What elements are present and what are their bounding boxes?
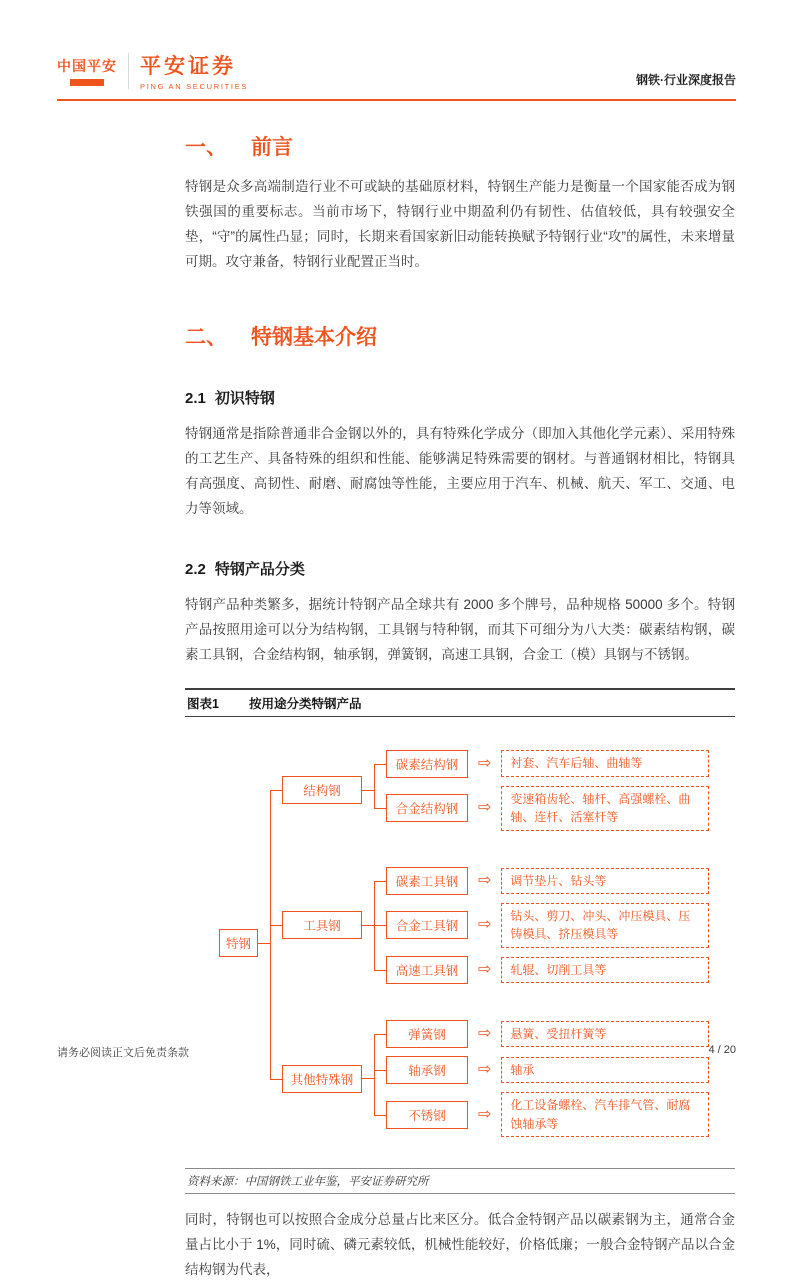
leaf-label: 高速工具钢	[386, 956, 468, 984]
figure-1-source: 资料来源：中国钢铁工业年鉴，平安证券研究所	[185, 1168, 735, 1194]
leaf-label: 不锈钢	[386, 1101, 468, 1129]
tree-root-node: 特钢	[219, 929, 258, 957]
group-leaves	[374, 1016, 735, 1141]
leaf-label: 碳素工具钢	[386, 867, 468, 895]
footer-disclaimer: 请务必阅读正文后免责条款	[57, 1047, 189, 1059]
pingan-logo-group	[57, 50, 248, 91]
root-connector-line	[258, 943, 270, 944]
arrow-right-icon: ⇨	[478, 799, 492, 817]
subsection-2-1-paragraph: 特钢通常是指除普通非合金钢以外的，具有特殊化学成分（即加入其他化学元素）、采用特殊的工艺生产、具备特殊的组织和性能、能够满足特殊需要的钢材。与普通钢材相比，特钢具有高强度、高韧性、耐磨、耐腐蚀等性能，主要应用于汽车、机械、航天、军工、交通、电力等领域。	[185, 425, 735, 516]
subsection-2-2-title: 特钢产品分类	[214, 560, 305, 578]
brand-block	[140, 50, 248, 91]
group-connector-line	[362, 1078, 374, 1079]
tree-leaf-row	[374, 746, 735, 782]
leaf-description: 化工设备螺栓、汽车排气管、耐腐蚀轴承等	[501, 1092, 709, 1137]
leaf-label: 轴承钢	[386, 1056, 468, 1084]
classification-tree-diagram	[185, 717, 735, 1169]
subsection-2-2-paragraph: 特钢产品种类繁多，据统计特钢产品全球共有 2000 多个牌号，品种规格 50000 多个。特钢产品按照用途可以分为结构钢，工具钢与特种钢，而其下可细分为八大类：碳素结构钢，碳素工具钢，合金结构钢，轴承钢，弹簧钢，高速工具钢，合金工（模）具钢与不锈钢。	[185, 596, 735, 662]
brand-name: 平安证券	[140, 55, 236, 78]
tree-group-other-special-steel	[270, 1002, 735, 1155]
subsection-2-2-number: 2.2	[185, 560, 206, 578]
closing-paragraph: 同时，特钢也可以按照合金成分总量占比来区分。低合金特钢产品以碳素钢为主，通常合金量占比小于 1%，同时硫、磷元素较低，机械性能较好，价格低廉；一般合金特钢产品以合金结构钢为代表，	[185, 1212, 735, 1278]
group-connector-line	[362, 790, 374, 791]
section-1-title: 前言	[251, 136, 293, 159]
leaf-description: 轴承	[501, 1057, 709, 1084]
header-rule	[57, 99, 736, 101]
pingan-logo-badge-icon	[70, 79, 104, 86]
brand-name-en: PING AN SECURITIES	[140, 82, 249, 91]
tree-leaf-row	[374, 863, 735, 899]
tree-groups	[270, 732, 735, 1156]
tree-group-tool-steel	[270, 849, 735, 1002]
leaf-description: 调节垫片、钻头等	[501, 868, 709, 895]
leaf-label: 碳素结构钢	[386, 750, 468, 778]
tree-group-structural-steel	[270, 732, 735, 849]
group-label: 结构钢	[282, 776, 362, 804]
section-heading-2	[185, 321, 735, 351]
arrow-right-icon: ⇨	[478, 1105, 492, 1123]
leaf-description: 轧辊、切削工具等	[501, 957, 709, 984]
group-connector-line	[362, 925, 374, 926]
leaf-label: 合金工具钢	[386, 911, 468, 939]
section-1-paragraph: 特钢是众多高端制造行业不可或缺的基础原材料，特钢生产能力是衡量一个国家能否成为钢铁强国的重要标志。当前市场下，特钢行业中期盈利仍有韧性、估值较低，具有较强安全垫，“守”的属性凸显；同时，长期来看国家新旧动能转换赋予特钢行业“攻”的属性，未来增量可期。攻守兼备，特钢行业配置正当时。	[185, 179, 735, 269]
section-2-title: 特钢基本介绍	[251, 325, 377, 349]
subsection-2-1-title: 初识特钢	[214, 389, 275, 407]
leaf-description: 钻头、剪刀、冲头、冲压模具、压铸模具、挤压模具等	[501, 903, 709, 948]
leaf-label: 合金结构钢	[386, 794, 468, 822]
tree-leaf-row	[374, 899, 735, 952]
page-footer	[57, 1044, 736, 1060]
arrow-right-icon: ⇨	[478, 961, 492, 979]
tree-leaf-row	[374, 1088, 735, 1141]
arrow-right-icon: ⇨	[478, 1025, 492, 1043]
page-content	[0, 131, 793, 1283]
section-2-number: 二、	[185, 325, 227, 349]
subsection-2-1-number: 2.1	[185, 389, 206, 407]
leaf-description: 悬簧、受扭杆簧等	[501, 1021, 709, 1048]
subsection-heading-2-2	[185, 558, 735, 579]
figure-1-header	[185, 688, 735, 717]
arrow-right-icon: ⇨	[478, 871, 492, 889]
pingan-logo-text: 中国平安	[57, 57, 117, 74]
group-leaves	[374, 863, 735, 988]
tree	[219, 732, 735, 1156]
arrow-right-icon: ⇨	[478, 754, 492, 772]
leaf-description: 衬套、汽车后轴、曲轴等	[501, 750, 709, 777]
figure-1	[185, 688, 735, 1195]
figure-1-label: 图表1	[187, 696, 219, 711]
arrow-right-icon: ⇨	[478, 916, 492, 934]
logo-divider	[128, 53, 129, 89]
leaf-description: 变速箱齿轮、轴杆、高强螺栓、曲轴、连杆、活塞杆等	[501, 786, 709, 831]
section-1-number: 一、	[185, 136, 227, 159]
group-leaves	[374, 746, 735, 835]
arrow-right-icon: ⇨	[478, 1061, 492, 1079]
leaf-label: 弹簧钢	[386, 1020, 468, 1048]
page-number: 4 / 20	[708, 1044, 736, 1056]
section-heading-1	[185, 131, 735, 161]
subsection-heading-2-1	[185, 387, 735, 408]
tree-leaf-row	[374, 952, 735, 988]
report-type-label: 钢铁·行业深度报告	[636, 73, 736, 87]
group-label: 工具钢	[282, 911, 362, 939]
group-label: 其他特殊钢	[282, 1065, 362, 1093]
figure-1-title: 按用途分类特钢产品	[248, 696, 362, 711]
tree-leaf-row	[374, 782, 735, 835]
page-header	[0, 0, 793, 99]
pingan-logo	[57, 56, 117, 86]
